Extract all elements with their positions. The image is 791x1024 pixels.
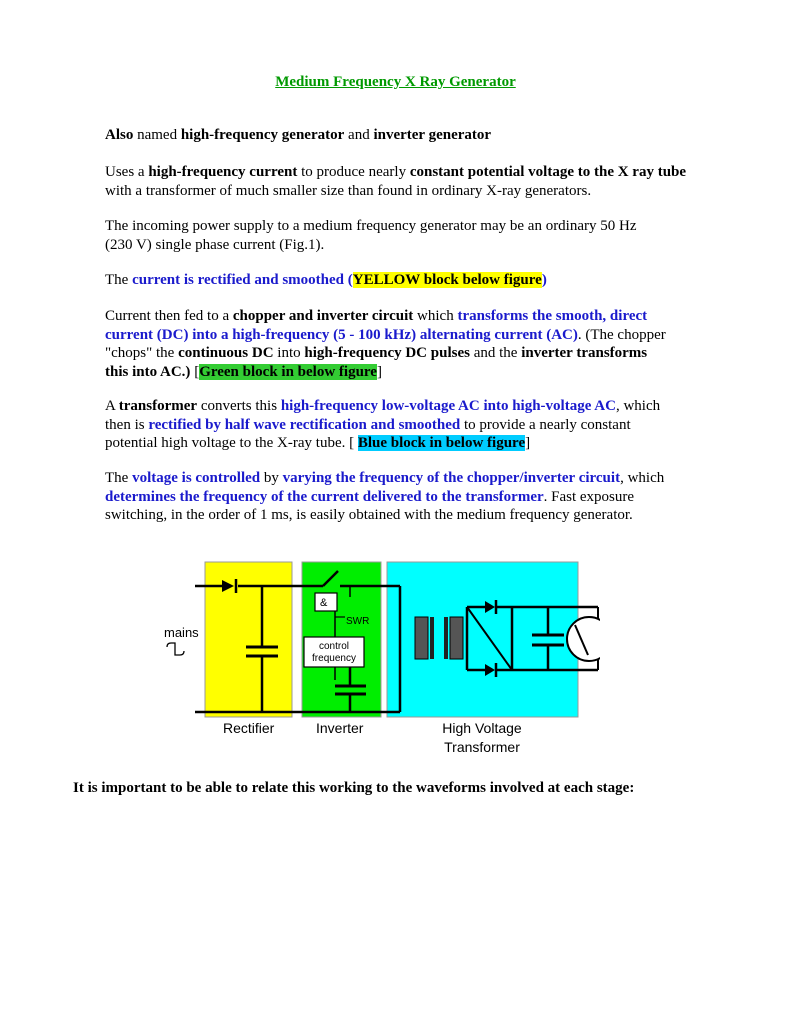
paragraph-power-supply: The incoming power supply to a medium frequency generator may be an ordinary 50 Hz (230 V) single phase current (Fig.1). bbox=[105, 218, 637, 253]
paragraph-rectified: The current is rectified and smoothed (YELLOW block below figure) bbox=[105, 272, 547, 288]
page-title: Medium Frequency X Ray Generator bbox=[275, 74, 516, 90]
transformer-primary-icon bbox=[415, 617, 428, 659]
xray-tube-icon bbox=[567, 617, 600, 661]
circuit-diagram bbox=[160, 555, 600, 760]
paragraph-also-named: Also named high-frequency generator and inverter generator bbox=[105, 127, 492, 143]
green-block-highlight: Green block in below figure bbox=[199, 363, 377, 380]
mains-label: mains bbox=[164, 625, 199, 640]
swr-label: SWR bbox=[346, 616, 370, 627]
blue-block-highlight: Blue block in below figure bbox=[357, 435, 526, 451]
ac-wave-icon bbox=[167, 643, 184, 655]
frequency-label: frequency bbox=[312, 653, 356, 664]
high-voltage-label: High Voltage bbox=[442, 720, 522, 736]
inverter-label: Inverter bbox=[316, 720, 364, 736]
closing-statement: It is important to be able to relate this working to the waveforms involved at each stage: bbox=[73, 780, 635, 796]
paragraph-transformer: A transformer converts this high-frequency low-voltage AC into high-voltage AC, which then is rectified by half wave rectification and smoothed to provide a nearly constant potential high voltage to the X-ray tube. [ Blue block in below figure] bbox=[105, 398, 661, 451]
paragraph-voltage-control: The voltage is controlled by varying the frequency of the chopper/inverter circuit, which determines the frequency of the current delivered to the transformer. Fast exposure switching, in the order of 1 ms, is easily obtained with the medium frequency generator. bbox=[105, 470, 665, 523]
rectifier-label: Rectifier bbox=[223, 720, 275, 736]
yellow-block-highlight: YELLOW block below figure bbox=[352, 272, 542, 288]
paragraph-uses: Uses a high-frequency current to produce nearly constant potential voltage to the X ray tube with a transformer of much smaller size than found in ordinary X-ray generators. bbox=[105, 164, 687, 199]
transformer-secondary-icon bbox=[450, 617, 463, 659]
and-gate-label: & bbox=[320, 597, 328, 609]
transformer-label: Transformer bbox=[444, 739, 520, 755]
paragraph-chopper: Current then fed to a chopper and inverter circuit which transforms the smooth, direct current (DC) into a high-frequency (5 - 100 kHz) alternating current (AC). (The chopper "chops" the continuous DC into high-frequency DC pulses and the inverter transforms this into AC.) [Green block in below figure] bbox=[105, 308, 666, 380]
control-label: control bbox=[318, 641, 350, 652]
